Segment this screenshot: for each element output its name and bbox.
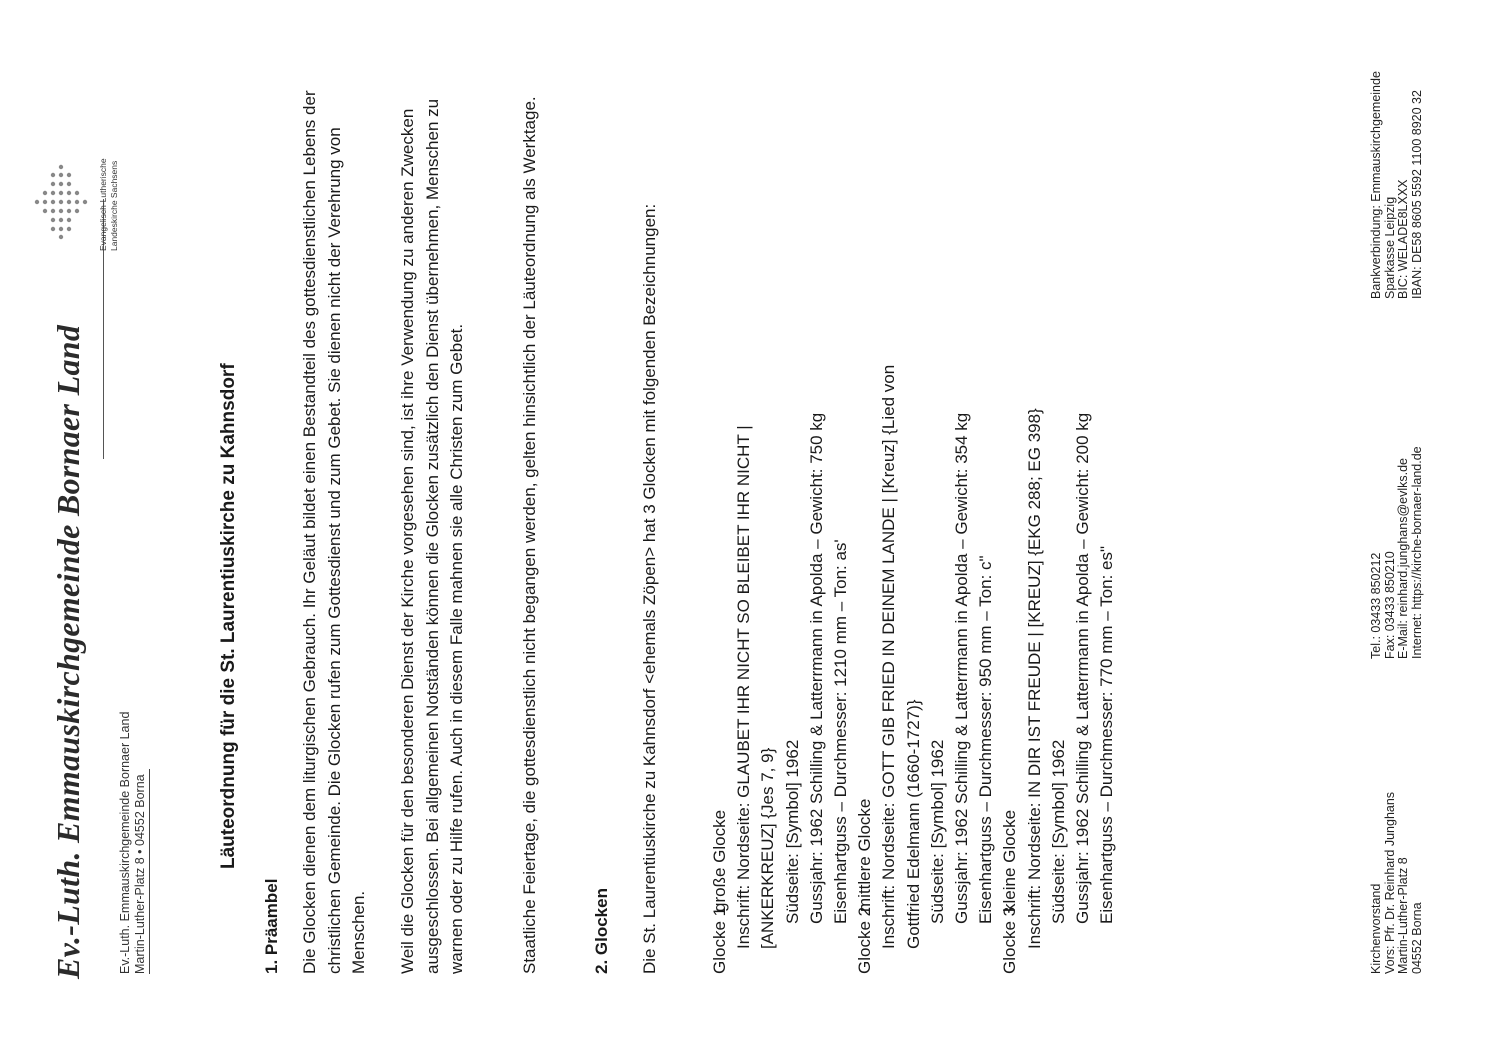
paragraph: Weil die Glocken für den besonderen Dienst der Kirche vorgesehen sind, ist ihre Verwendung zu anderen Zwecken ausgeschlossen. Bei allgemeinen Notständen können die Glocken zusätzlich den Dienst übernehmen, Menschen zu warnen oder zu Hilfe rufen. Auch in diesem Falle mahnen sie alle Christen zum Gebet. <box>398 98 466 974</box>
sender-line: Martin-Luther-Platz 8 • 04552 Borna <box>133 774 147 974</box>
bell-line: Gussjahr: 1962 Schilling & Latterrmann in Apolda – Gewicht: 354 kg <box>952 412 972 924</box>
letterhead-title: Ev.-Luth. Emmauskirchgemeinde Bornaer Land <box>50 324 86 979</box>
church-name: Evangelisch-Lutherische Landeskirche Sachsens <box>98 158 119 251</box>
bell-line: Eisenhartguss – Durchmesser: 1210 mm – Ton: as' <box>831 539 851 924</box>
sender-line: Ev.-Luth. Emmauskirchgemeinde Bornaer Land <box>118 711 132 974</box>
paragraph: Die Glocken dienen dem liturgischen Gebrauch. Ihr Geläut bildet einen Bestandteil des gottesdienstlichen Lebens der christlichen Gemeinde. Die Glocken rufen zum Gottesdienst und zum Gebet. Sie dienen nicht der Verehrung von Menschen. <box>300 90 368 974</box>
sender-address <box>118 554 148 974</box>
footer-board: Kirchenvorstand Vors: Pfr. Dr. Reinhard Junghans Martin-Luther-Platz 8 04552 Borna <box>1369 791 1424 974</box>
church-cross-logo-icon <box>33 163 95 241</box>
bell-line: Eisenhartguss – Durchmesser: 770 mm – Ton: es" <box>1097 545 1117 924</box>
bell-heading: Glocke 3kleine Glocke <box>1000 809 1020 974</box>
bell-line: Südseite: [Symbol] 1962 <box>927 739 947 924</box>
section-heading-preamble: 1. Präambel <box>262 878 281 974</box>
bell-line: Gussjahr: 1962 Schilling & Latterrmann in Apolda – Gewicht: 200 kg <box>1073 412 1093 924</box>
bell-line: Inschrift: Nordseite: GLAUBET IHR NICHT SO BLEIBET IHR NICHT | <box>734 425 754 949</box>
bell-heading: Glocke 2mittlere Glocke <box>855 798 875 974</box>
bell-line: Südseite: [Symbol] 1962 <box>782 739 802 924</box>
bell-list <box>708 54 1119 974</box>
paragraph: Die St. Laurentiuskirche zu Kahnsdorf <ehemals Zöpen> hat 3 Glocken mit folgenden Bezeichnungen: <box>640 203 659 974</box>
bell-heading: Glocke 1große Glocke <box>710 809 729 974</box>
sender-rule <box>149 769 150 974</box>
bell-line: [ANKERKREUZ] {Jes 7, 9} <box>758 747 778 949</box>
section-heading-bells: 2. Glocken <box>592 888 611 974</box>
footer-bank: Bankverbindung: Emmauskirchgemeinde Sparkasse Leipzig BIC: WELADE8LXXX IBAN: DE58 8605 5592 1100 8920 32 <box>1369 71 1424 299</box>
bell-line: Gussjahr: 1962 Schilling & Latterrmann in Apolda – Gewicht: 750 kg <box>806 412 826 924</box>
document-title: Läuteordnung für die St. Laurentiuskirche zu Kahnsdorf <box>218 363 239 869</box>
bell-line: Südseite: [Symbol] 1962 <box>1048 739 1068 924</box>
bell-line: Inschrift: Nordseite: IN DIR IST FREUDE | [KREUZ] {EKG 288; EG 398} <box>1024 408 1044 949</box>
bell-line: Gottfried Edelmann (1660-1727)} <box>903 699 923 949</box>
bell-line: Inschrift: Nordseite: GOTT GIB FRIED IN DEINEM LANDE | [Kreuz] {Lied von <box>879 364 899 949</box>
bell-line: Eisenhartguss – Durchmesser: 950 mm – Ton: c" <box>976 555 996 924</box>
footer-contact: Tel.: 03433 850212 Fax: 03433 850210 E-Mail: reinhard.junghans@evlks.de Internet: https://kirche-bornaer-land.de <box>1369 446 1424 659</box>
paragraph: Staatliche Feiertage, die gottesdienstlich nicht begangen werden, gelten hinsichtlich der Läuteordnung als Werktage. <box>520 96 539 974</box>
